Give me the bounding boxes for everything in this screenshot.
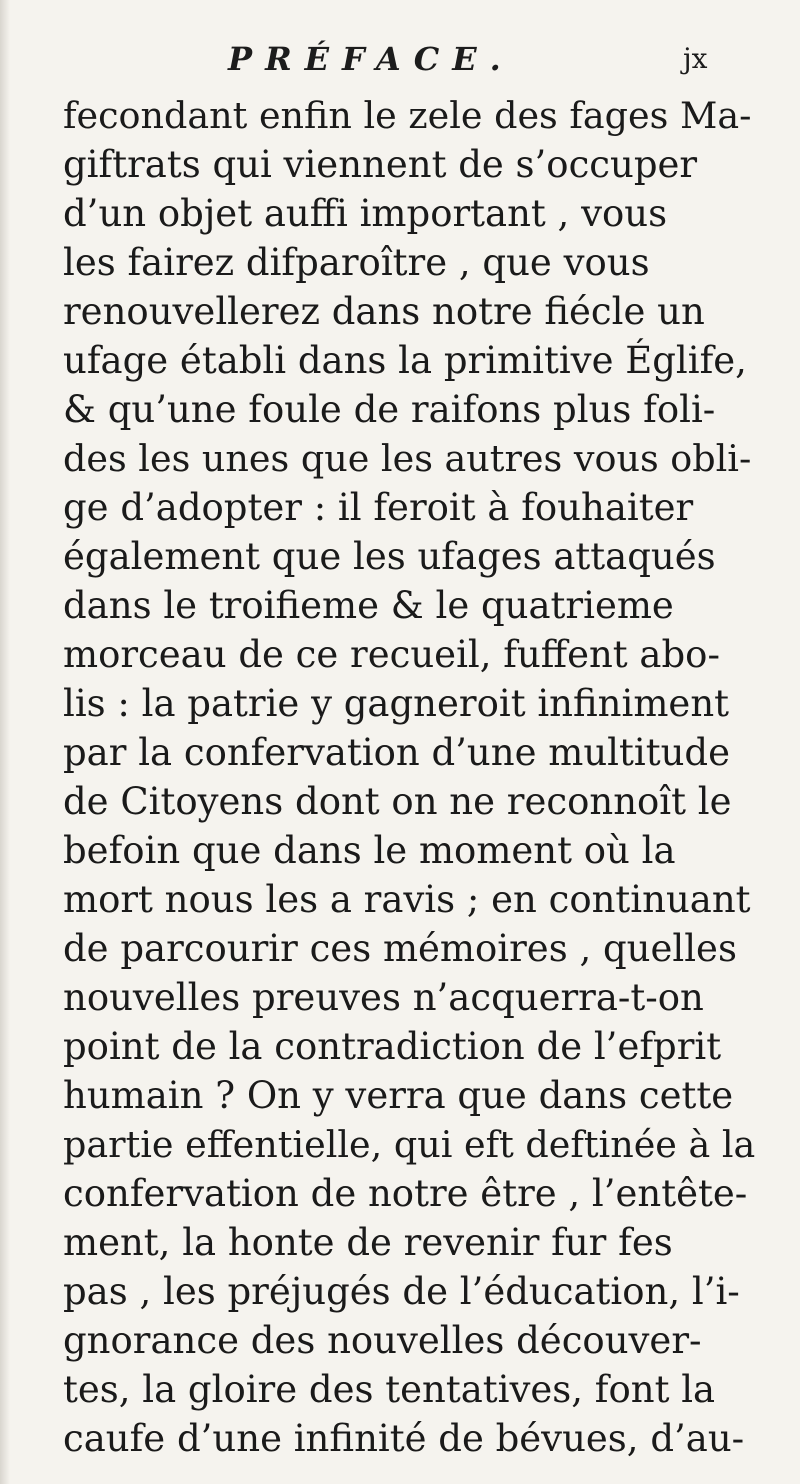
text-line: tes, la gloire des tentatives, font la [63, 1368, 716, 1411]
text-line: fecondant enfin le zele des fages Ma- [63, 94, 752, 137]
page-header [0, 40, 800, 84]
text-line: dans le troifieme & le quatrieme [63, 584, 674, 627]
text-line: également que les ufages attaqués [63, 535, 716, 578]
text-line: d’un objet auffi important , vous [63, 192, 668, 235]
text-line: de parcourir ces mémoires , quelles [63, 927, 737, 970]
text-line: point de la contradiction de l’efprit [63, 1025, 722, 1068]
text-line: mort nous les a ravis ; en continuant [63, 878, 751, 921]
text-line: & qu’une foule de raifons plus foli- [63, 388, 716, 431]
page-number: jx [683, 42, 708, 75]
text-line: morceau de ce recueil, fuffent abo- [63, 633, 720, 676]
text-line: humain ? On y verra que dans cette [63, 1074, 734, 1117]
text-line: pas , les préjugés de l’éducation, l’i- [63, 1270, 740, 1313]
running-title: PRÉFACE. [228, 40, 514, 78]
text-line: nouvelles preuves n’acquerra-t-on [63, 976, 704, 1019]
text-line: partie effentielle, qui eft deftinée à la [63, 1123, 756, 1166]
page-gutter-edge [0, 0, 10, 1484]
text-line: par la confervation d’une multitude [63, 731, 730, 774]
text-line: gnorance des nouvelles découver- [63, 1319, 702, 1362]
text-line: caufe d’une infinité de bévues, d’au- [63, 1417, 745, 1460]
text-line: les fairez difparoître , que vous [63, 241, 650, 284]
text-line: de Citoyens dont on ne reconnoît le [63, 780, 732, 823]
text-line: ufage établi dans la primitive Églife, [63, 339, 747, 382]
text-line: confervation de notre être , l’entête- [63, 1172, 748, 1215]
text-line: befoin que dans le moment où la [63, 829, 676, 872]
text-line: lis : la patrie y gagneroit infiniment [63, 682, 730, 725]
text-line: giftrats qui viennent de s’occuper [63, 143, 698, 186]
text-line: des les unes que les autres vous obli- [63, 437, 752, 480]
text-line: ment, la honte de revenir fur fes [63, 1221, 673, 1264]
text-line: renouvellerez dans notre fiécle un [63, 290, 705, 333]
text-line: ge d’adopter : il feroit à fouhaiter [63, 486, 694, 529]
